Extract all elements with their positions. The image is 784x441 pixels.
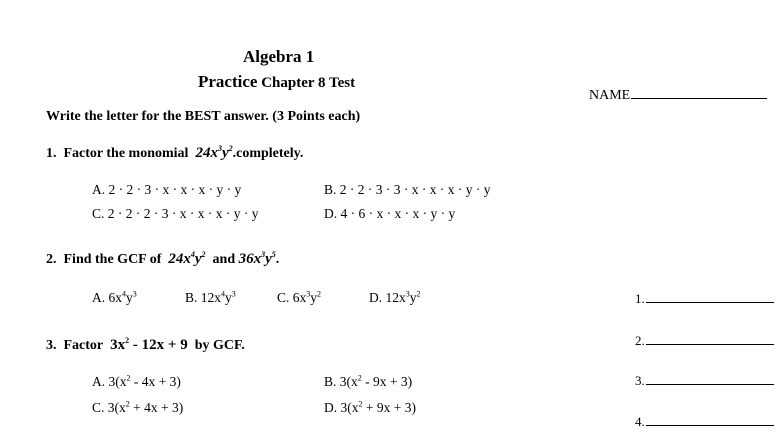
q2-option-a: A. $6x^4y^3$ [92, 289, 137, 305]
answer-line-3[interactable]: 3. [635, 373, 774, 389]
q1-option-b: B. 2 · 2 · 3 · 3 · x · x · x · y · y [324, 182, 491, 197]
q3-option-d: D. $3(x^2 + 9x + 3)$ [324, 399, 416, 415]
answer-line-4[interactable]: 4. [635, 414, 774, 430]
q1-option-a: A. 2 · 2 · 3 · x · x · x · y · y [92, 182, 242, 197]
question-1: 1. Factor the monomial $24x^3y^2.completely$. [46, 144, 304, 161]
answer-line-2[interactable]: 2. [635, 333, 774, 349]
q1-option-d: D. 4 · 6 · x · x · x · y · y [324, 206, 456, 221]
q1-option-c: C. 2 · 2 · 2 · 3 · x · x · x · y · y [92, 206, 259, 221]
q3-option-a: A. $3(x^2 - 4x + 3)$ [92, 373, 181, 389]
instructions: Write the letter for the BEST answer. (3 Points each) [46, 109, 361, 124]
page-subtitle: Practice Chapter 8 Test [198, 72, 356, 91]
question-2: 2. Find the GCF of $24x^4y^2$ and $36x^3y^5$. [46, 250, 280, 267]
q2-option-d: D. $12x^3y^2$ [369, 289, 421, 305]
page-title: Algebra 1 [243, 47, 315, 66]
answer-line-1[interactable]: 1. [635, 291, 774, 307]
question-3: 3. Factor $3x^2 - 12x + 9$ by GCF. [46, 336, 245, 353]
name-line[interactable] [631, 97, 767, 99]
q3-option-b: B. $3(x^2 - 9x + 3)$ [324, 373, 413, 389]
q3-option-c: C. $3(x^2 + 4x + 3)$ [92, 399, 184, 415]
q2-option-b: B. $12x^4y^3$ [185, 289, 236, 305]
name-field[interactable]: NAME [589, 88, 767, 104]
q2-option-c: C. $6x^3y^2$ [277, 289, 322, 305]
